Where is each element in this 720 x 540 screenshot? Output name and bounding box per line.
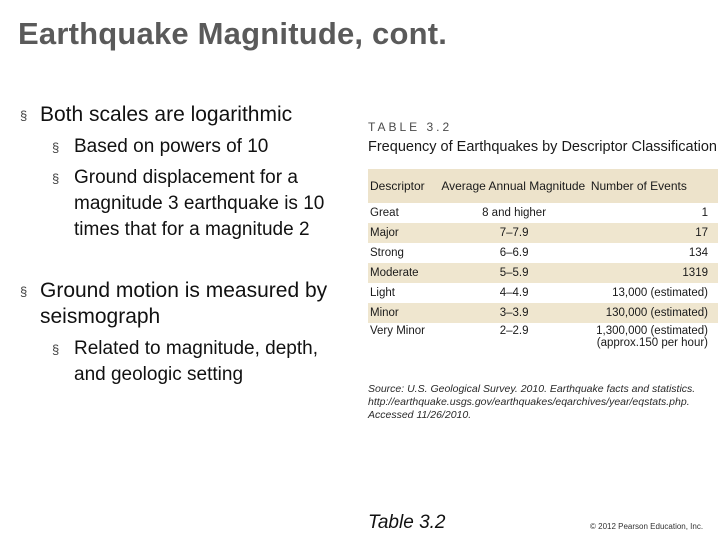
table-cell: Moderate xyxy=(368,263,439,283)
bullet-text: Ground motion is measured by seismograph xyxy=(40,279,328,328)
table-cell: Minor xyxy=(368,303,439,323)
table-header-row xyxy=(368,169,718,203)
copyright-notice: © 2012 Pearson Education, Inc. xyxy=(590,522,704,531)
table-figure xyxy=(368,120,718,422)
earthquake-frequency-table xyxy=(368,169,718,361)
table-cell xyxy=(589,323,718,361)
table-source: Source: U.S. Geological Survey. 2010. Earthquake facts and statistics. http://earthquake.usgs.gov/earthquakes/eqarchives/year/eqstats.php. Accessed 11/26/2010. xyxy=(368,383,696,421)
column-header: Descriptor xyxy=(368,169,439,203)
table-cell: 13,000 (estimated) xyxy=(612,287,708,299)
table-cell: 130,000 (estimated) xyxy=(589,303,718,323)
subbullet-related xyxy=(18,336,348,388)
table-cell: 3–3.9 xyxy=(439,303,588,323)
subbullet-text: Related to magnitude, depth, and geologic setting xyxy=(74,338,319,385)
table-row xyxy=(368,203,718,223)
cell-value: 1,300,000 (estimated) xyxy=(596,325,708,337)
bullet-seismograph xyxy=(18,278,348,330)
table-cell: 134 xyxy=(688,247,708,259)
bullet-marker-icon: § xyxy=(52,140,60,155)
subbullet-text: Based on powers of 10 xyxy=(74,136,269,157)
table-cell: 4–4.9 xyxy=(499,287,529,299)
bullet-marker-icon: § xyxy=(52,171,60,186)
table-cell: Light xyxy=(370,287,395,299)
bullet-text: Both scales are logarithmic xyxy=(40,103,293,126)
table-label: TABLE 3.2 xyxy=(368,120,453,134)
table-cell: Strong xyxy=(370,247,404,259)
table-row xyxy=(368,283,718,303)
table-cell: Major xyxy=(368,223,439,243)
table-cell: Very Minor xyxy=(370,325,425,337)
table-row xyxy=(368,323,718,361)
table-title: Frequency of Earthquakes by Descriptor Classification xyxy=(368,139,717,155)
bullet-marker-icon: § xyxy=(52,342,60,357)
bullet-marker-icon: § xyxy=(20,108,28,123)
table-row xyxy=(368,223,718,243)
slide-title: Earthquake Magnitude, cont. xyxy=(18,16,448,51)
bullet-list xyxy=(18,102,348,393)
cell-note: (approx.150 per hour) xyxy=(596,337,708,349)
table-cell: 1 xyxy=(701,207,708,219)
subbullet-text: Ground displacement for a magnitude 3 earthquake is 10 times that for a magnitude 2 xyxy=(74,167,325,240)
column-header: Number of Events xyxy=(589,169,718,203)
table-cell: 7–7.9 xyxy=(439,223,588,243)
table-cell: 6–6.9 xyxy=(499,247,529,259)
figure-caption: Table 3.2 xyxy=(368,512,446,533)
table-cell: 2–2.9 xyxy=(499,325,529,337)
column-header: Average Annual Magnitude xyxy=(439,169,588,203)
table-cell: 1319 xyxy=(589,263,718,283)
table-row xyxy=(368,243,718,263)
table-row xyxy=(368,303,718,323)
bullet-logarithmic xyxy=(18,102,348,128)
table-row xyxy=(368,263,718,283)
table-cell: 17 xyxy=(589,223,718,243)
table-cell: 5–5.9 xyxy=(439,263,588,283)
table-cell: 8 and higher xyxy=(482,207,547,219)
subbullet-powers xyxy=(18,134,348,160)
bullet-marker-icon: § xyxy=(20,284,28,299)
table-cell: Great xyxy=(370,207,399,219)
subbullet-displacement xyxy=(18,165,348,243)
